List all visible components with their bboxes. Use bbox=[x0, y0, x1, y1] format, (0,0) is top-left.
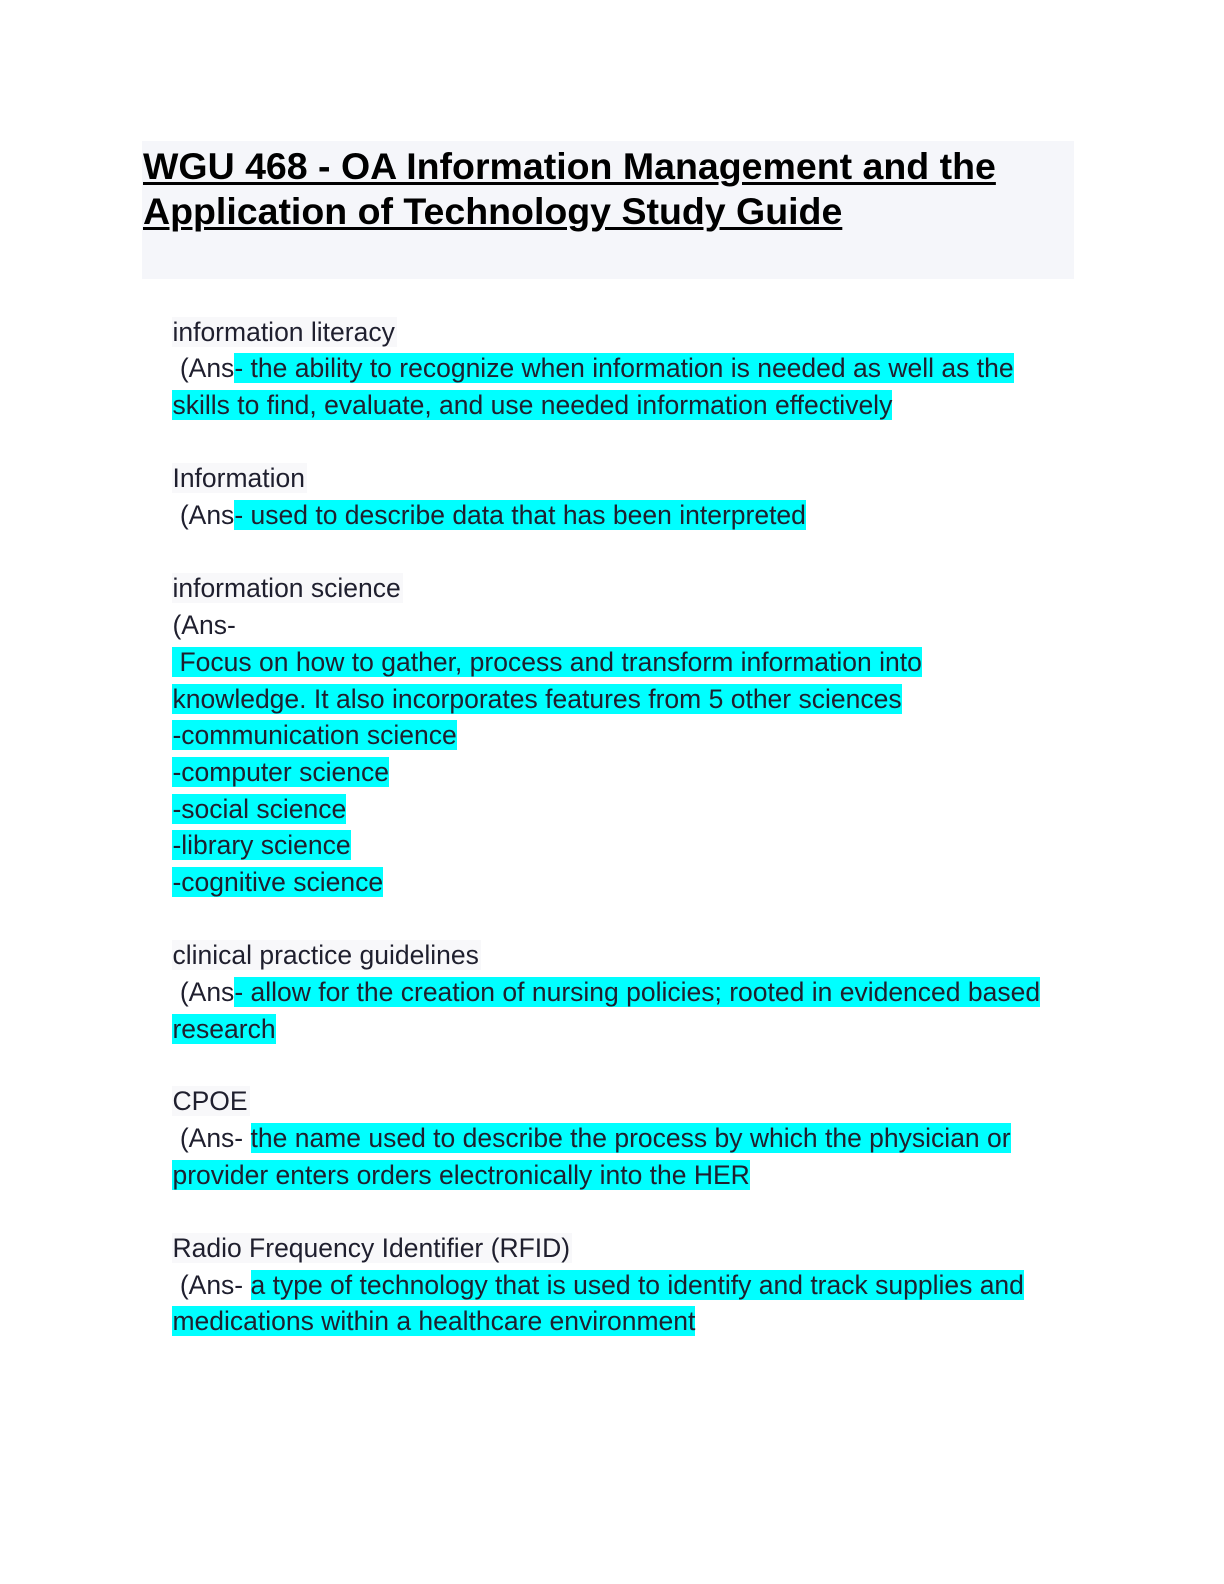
answer-text: research bbox=[172, 1014, 276, 1044]
answer-text: - the ability to recognize when information is needed as well as the bbox=[234, 353, 1014, 383]
page-title bbox=[143, 144, 1073, 234]
answer-line bbox=[143, 1267, 696, 1336]
answer-line bbox=[143, 1121, 750, 1190]
answer-text: Focus on how to gather, process and transform information into bbox=[172, 647, 921, 677]
answer-text: the name used to describe the process by which the physician or bbox=[250, 1123, 1011, 1153]
answer-text: -social science bbox=[172, 794, 347, 824]
answer-list-item bbox=[143, 718, 389, 787]
answer-line bbox=[143, 1231, 1024, 1300]
answer-prefix: (Ans- bbox=[172, 610, 236, 640]
answer-line bbox=[143, 975, 276, 1044]
answer-text: -communication science bbox=[172, 720, 457, 750]
answer-text: -library science bbox=[172, 830, 351, 860]
answer-prefix: (Ans bbox=[172, 353, 235, 383]
term-information: Information bbox=[172, 463, 306, 493]
entry-term bbox=[143, 424, 307, 493]
entry-term bbox=[143, 278, 397, 347]
answer-list-item bbox=[143, 791, 351, 860]
answer-line bbox=[143, 351, 893, 420]
answer-text: - used to describe data that has been interpreted bbox=[234, 500, 806, 530]
term-information-literacy: information literacy bbox=[172, 317, 395, 347]
answer-line bbox=[143, 314, 1014, 383]
term-rfid: Radio Frequency Identifier (RFID) bbox=[172, 1233, 571, 1263]
answer-text: a type of technology that is used to identify and track supplies and bbox=[250, 1270, 1024, 1300]
answer-text: -cognitive science bbox=[172, 867, 384, 897]
title-line-1: WGU 468 - OA Information Management and the bbox=[143, 145, 996, 187]
answer-line bbox=[143, 938, 1041, 1007]
entry-term bbox=[143, 534, 403, 603]
answer-list-item bbox=[143, 681, 457, 750]
answer-list-item bbox=[143, 755, 347, 824]
title-line-2: Application of Technology Study Guide bbox=[143, 190, 843, 232]
answer-line bbox=[143, 1084, 1011, 1153]
answer-prefix: (Ans bbox=[172, 977, 235, 1007]
term-information-science: information science bbox=[172, 573, 401, 603]
answer-line bbox=[143, 645, 902, 714]
answer-line bbox=[143, 461, 806, 530]
answer-line bbox=[143, 571, 236, 640]
entry-term bbox=[143, 901, 481, 970]
answer-line bbox=[143, 608, 922, 677]
answer-text: skills to find, evaluate, and use needed information effectively bbox=[172, 390, 893, 420]
entry-term bbox=[143, 1194, 572, 1263]
term-cpoe: CPOE bbox=[172, 1086, 248, 1116]
entry-term bbox=[143, 1047, 250, 1116]
answer-text: -computer science bbox=[172, 757, 389, 787]
answer-prefix: (Ans bbox=[172, 500, 235, 530]
answer-list-item bbox=[143, 828, 384, 897]
answer-text: knowledge. It also incorporates features from 5 other sciences bbox=[172, 684, 902, 714]
answer-text: medications within a healthcare environment bbox=[172, 1306, 696, 1336]
answer-prefix: (Ans- bbox=[172, 1270, 251, 1300]
term-clinical-practice-guidelines: clinical practice guidelines bbox=[172, 940, 479, 970]
answer-text: - allow for the creation of nursing policies; rooted in evidenced based bbox=[234, 977, 1041, 1007]
answer-prefix: (Ans- bbox=[172, 1123, 251, 1153]
answer-text: provider enters orders electronically into the HER bbox=[172, 1160, 750, 1190]
